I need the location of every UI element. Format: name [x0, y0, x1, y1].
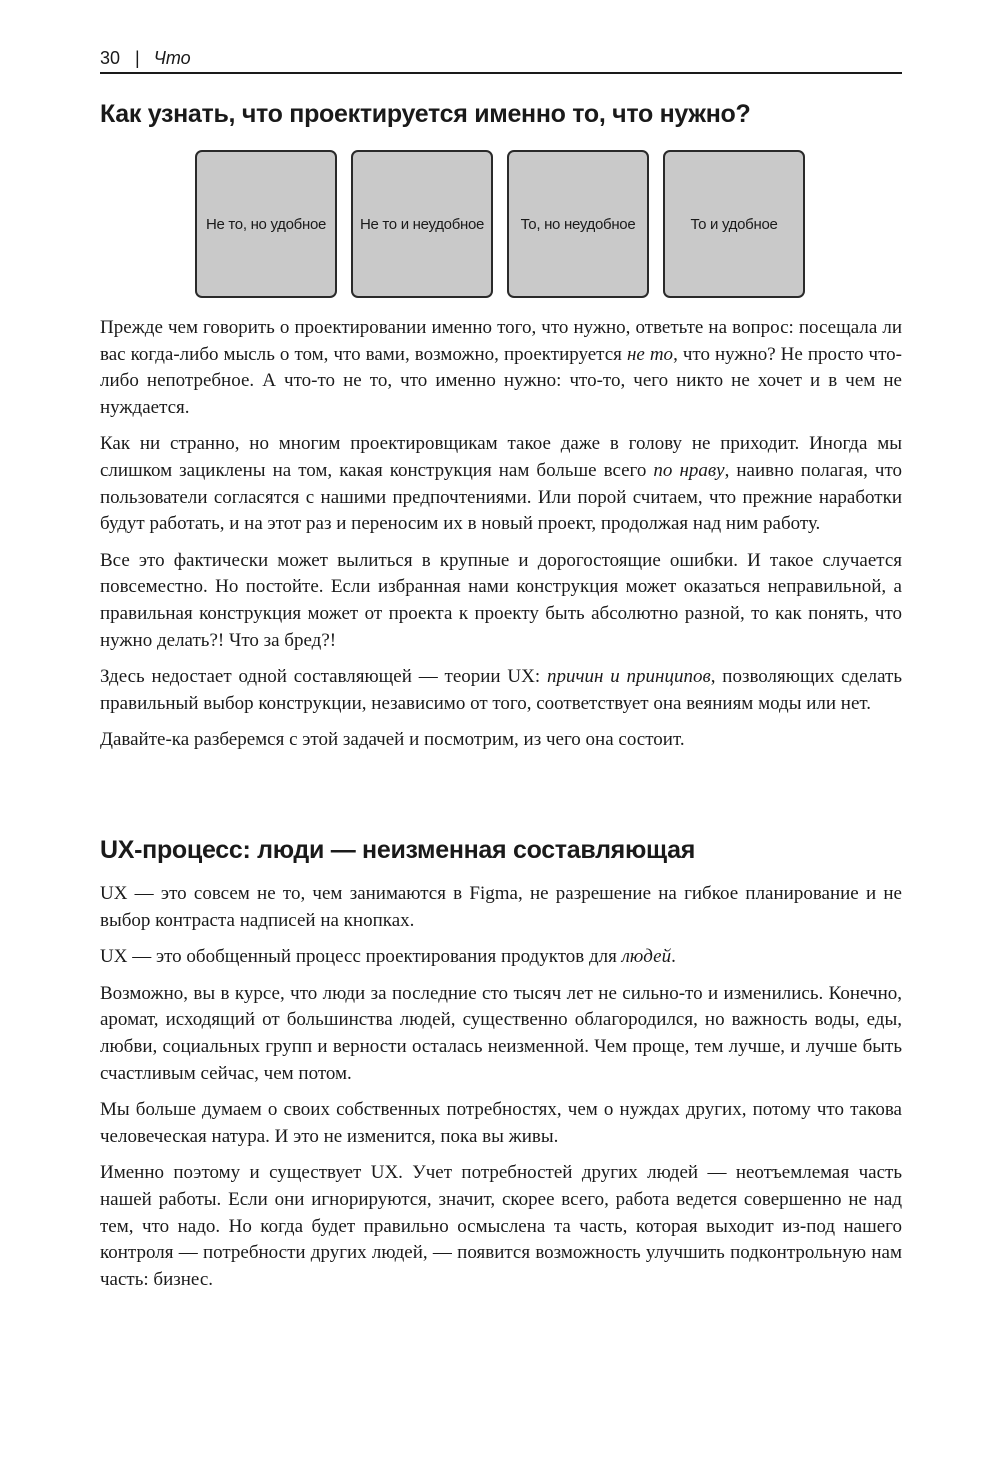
emphasis: по нраву — [653, 459, 725, 481]
section-heading-1: Как узнать, что проектируется именно то, что нужно? — [100, 100, 751, 128]
emphasis: людей — [621, 946, 672, 968]
running-head-separator: | — [135, 48, 140, 68]
section-2-body — [100, 881, 902, 1303]
paragraph-text: Прежде чем говорить о проектировании именно того, что нужно, ответьте на вопрос: посещала ли вас когда-либо мысль о том, что вами, возможно, проектируется — [100, 317, 902, 365]
paragraph-text: UX — это обобщенный процесс проектирования продуктов для — [100, 946, 622, 968]
paragraph-text: . — [671, 946, 676, 968]
card-not-that-and-inconvenient: Не то и неудобное — [351, 150, 493, 298]
paragraph: UX — это совсем не то, чем занимаются в Figma, не разрешение на гибкое планирование и не выбор контраста надписей на кнопках. — [100, 883, 902, 931]
paragraph-text: , позволяющих сделать правильный выбор конструкции, независимо от того, соответствует она веяниям моды или нет. — [100, 666, 902, 714]
card-that-and-convenient: То и удобное — [663, 150, 805, 298]
header-rule — [100, 72, 902, 74]
paragraph-text: Здесь недостает одной составляющей — теории UX: — [100, 666, 547, 688]
paragraph — [100, 664, 902, 717]
paragraph-text: , что нужно? Не просто что-либо непотребное. А что-то не то, что именно нужно: что-то, чего никто не хочет и в чем не нуждается. — [100, 343, 902, 418]
paragraph — [100, 315, 902, 421]
paragraph: Давайте-ка разберемся с этой задачей и посмотрим, из чего она состоит. — [100, 729, 685, 751]
section-1-body — [100, 315, 902, 764]
card-that-but-inconvenient: То, но неудобное — [507, 150, 649, 298]
emphasis: причин и принципов — [546, 666, 711, 688]
paragraph — [100, 431, 902, 537]
paragraph: Именно поэтому и существует UX. Учет потребностей других людей — неотъемлемая часть нашей работы. Если они игнорируются, значит, скорее всего, работа ведется совершенно не над тем, что надо. Но когда будет правильно осмыслена та часть, которая выходит из-под нашего контроля — потребности других людей, — появится возможность улучшить подконтрольную нам часть: бизнес. — [100, 1162, 902, 1290]
card-not-that-but-convenient: Не то, но удобное — [195, 150, 337, 298]
paragraph: Все это фактически может вылиться в крупные и дорогостоящие ошибки. И такое случается повсеместно. Но постойте. Если избранная нами конструкция может оказаться неправильной, а правильная конструкция может от проекта к проекту быть абсолютно разной, то как понять, что нужно делать?! Что за бред?! — [100, 549, 902, 651]
paragraph-text: , наивно полагая, что пользователи согласятся с нашими предпочтениями. Или порой считаем, что прежние наработки будут работать, и на этот раз и переносим их в новый проект, продолжая над ним работу. — [100, 459, 902, 535]
quadrant-cards — [195, 150, 805, 300]
paragraph — [100, 944, 902, 971]
running-head — [100, 47, 902, 69]
emphasis: не то — [626, 343, 674, 365]
paragraph: Возможно, вы в курсе, что люди за последние сто тысяч лет не сильно-то и изменились. Конечно, аромат, исходящий от большинства людей, существенно облагородился, но важность воды, еды, любви, социальных групп и верности осталась неизменной. Чем проще, тем лучше, и лучше быть счастливым сейчас, чем потом. — [100, 982, 902, 1084]
paragraph-text: Как ни странно, но многим проектировщикам такое даже в голову не приходит. Иногда мы слишком зациклены на том, какая конструкция нам больше всего — [100, 433, 902, 481]
section-heading-2: UX-процесс: люди — неизменная составляющая — [100, 836, 696, 864]
page-number: 30 — [100, 48, 121, 68]
paragraph: Мы больше думаем о своих собственных потребностях, чем о нуждах других, потому что такова человеческая натура. И это не изменится, пока вы живы. — [100, 1099, 902, 1147]
chapter-title: Что — [153, 48, 191, 68]
